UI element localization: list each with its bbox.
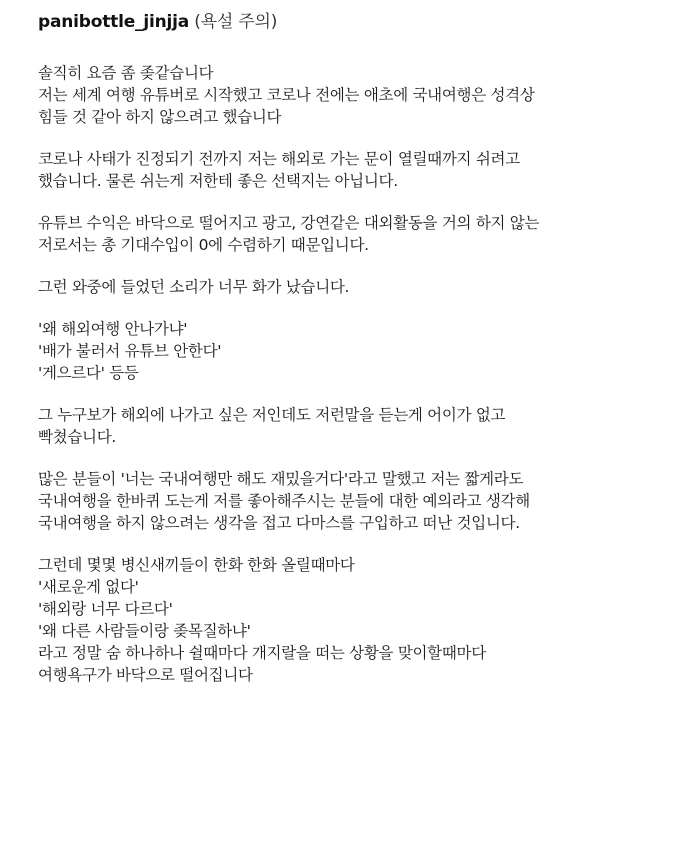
text-line: 여행욕구가 바닥으로 떨어집니다 <box>38 666 253 684</box>
text-line: 그런 와중에 들었던 소리가 너무 화가 났습니다. <box>38 278 350 296</box>
text-line: '해외랑 너무 다르다' <box>38 600 173 618</box>
post-body <box>38 62 658 686</box>
text-line: 그런데 몇몇 병신새끼들이 한화 한화 올릴때마다 <box>38 556 355 574</box>
text-line: 그 누구보가 해외에 나가고 싶은 저인데도 저런말을 듣는게 어이가 없고 <box>38 406 506 424</box>
text-line: '배가 불러서 유튜브 안한다' <box>38 342 222 360</box>
text-line: 했습니다. 물론 쉬는게 저한테 좋은 선택지는 아닙니다. <box>38 172 398 190</box>
text-line: 코로나 사태가 진정되기 전까지 저는 해외로 가는 문이 열릴때까지 쉬려고 <box>38 150 520 168</box>
paragraph <box>38 148 658 192</box>
paragraph <box>38 212 658 256</box>
post-header <box>38 10 658 40</box>
text-line: 저로서는 총 기대수입이 0에 수렴하기 때문입니다. <box>38 236 369 254</box>
text-line: 힘들 것 같아 하지 않으려고 했습니다 <box>38 108 282 126</box>
text-line: '왜 해외여행 안나가냐' <box>38 320 188 338</box>
paragraph <box>38 276 658 298</box>
paragraph <box>38 468 658 534</box>
paragraph <box>38 318 658 384</box>
text-line: 솔직히 요즘 좀 좆같습니다 <box>38 64 214 82</box>
text-line: '게으르다' 등등 <box>38 364 139 382</box>
text-line: 라고 정말 숨 하나하나 쉴때마다 개지랄을 떠는 상황을 맞이할때마다 <box>38 644 486 662</box>
paragraph <box>38 62 658 128</box>
content-warning-note: (욕설 주의) <box>194 12 278 32</box>
text-line: 많은 분들이 '너는 국내여행만 해도 재밌을거다'라고 말했고 저는 짧게라도 <box>38 470 524 488</box>
paragraph <box>38 554 658 686</box>
username[interactable]: panibottle_jinjja <box>38 12 190 32</box>
text-line: 국내여행을 한바퀴 도는게 저를 좋아해주시는 분들에 대한 예의라고 생각해 <box>38 492 530 510</box>
bottom-fade <box>0 842 684 858</box>
text-line: '왜 다른 사람들이랑 좆목질하냐' <box>38 622 251 640</box>
text-line: 빡쳤습니다. <box>38 428 116 446</box>
text-line: 유튜브 수익은 바닥으로 떨어지고 광고, 강연같은 대외활동을 거의 하지 않는 <box>38 214 540 232</box>
text-line: '새로운게 없다' <box>38 578 139 596</box>
text-line: 국내여행을 하지 않으려는 생각을 접고 다마스를 구입하고 떠난 것입니다. <box>38 514 520 532</box>
text-line: 저는 세계 여행 유튜버로 시작했고 코로나 전에는 애초에 국내여행은 성격상 <box>38 86 535 104</box>
post-content <box>38 10 658 706</box>
paragraph <box>38 404 658 448</box>
